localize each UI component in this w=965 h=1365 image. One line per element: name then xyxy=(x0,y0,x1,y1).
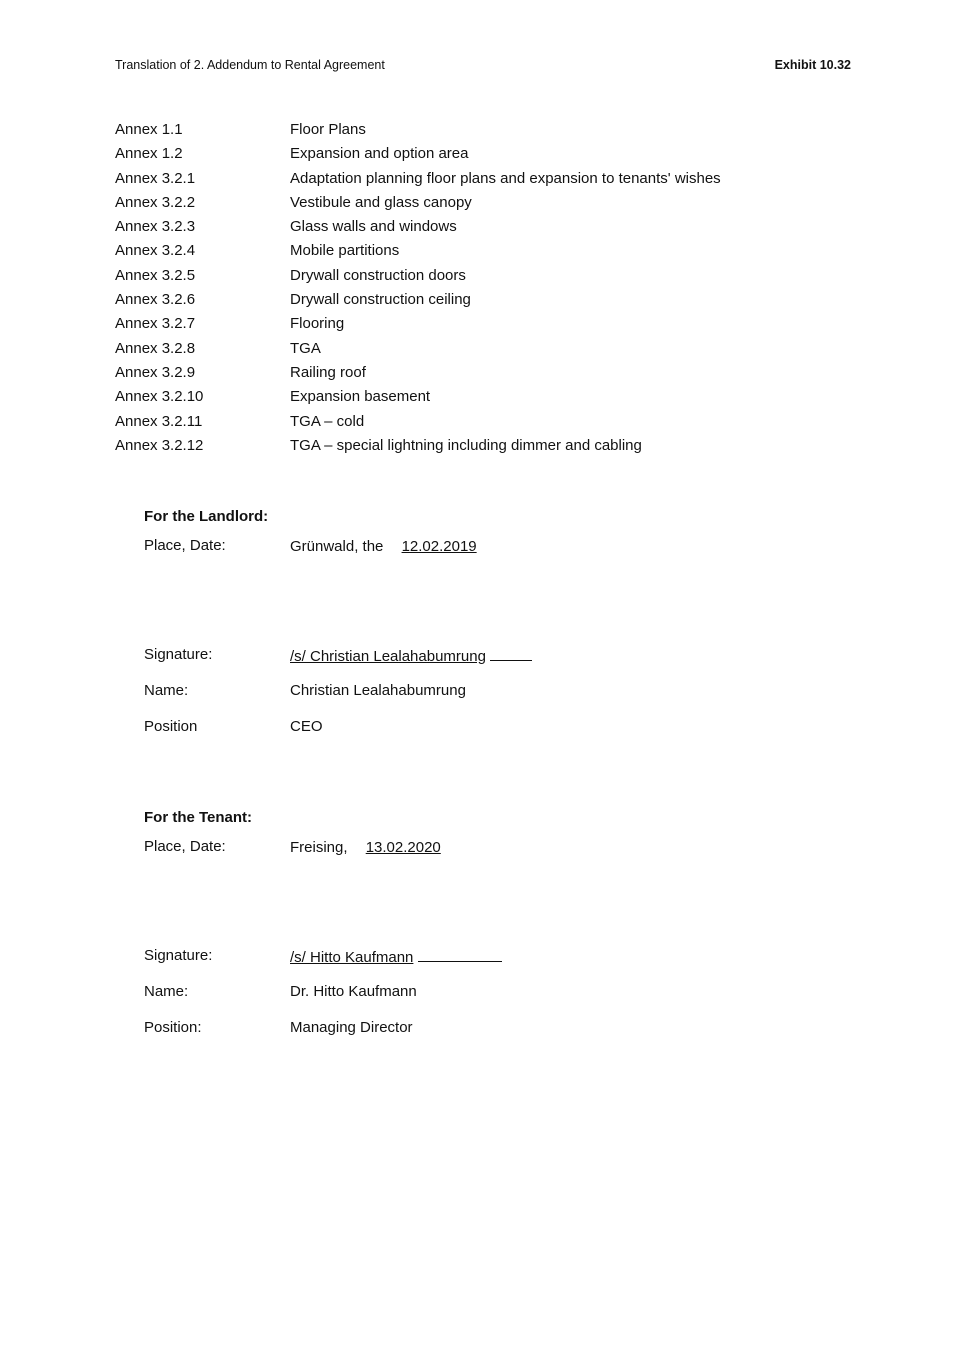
annex-number: Annex 3.2.3 xyxy=(115,218,196,236)
annex-title: Drywall construction ceiling xyxy=(290,291,471,309)
tenant-name: Dr. Hitto Kaufmann xyxy=(290,983,417,1000)
landlord-heading: For the Landlord: xyxy=(144,508,269,525)
tenant-position-label: Position: xyxy=(144,1019,202,1036)
annex-number: Annex 3.2.8 xyxy=(115,339,196,357)
annex-title: Glass walls and windows xyxy=(290,218,457,236)
annex-number: Annex 3.2.10 xyxy=(115,388,204,406)
tenant-heading: For the Tenant: xyxy=(144,809,253,826)
tenant-place-date-label: Place, Date: xyxy=(144,838,226,855)
annex-number: Annex 3.2.9 xyxy=(115,363,196,381)
annex-title: Vestibule and glass canopy xyxy=(290,193,472,211)
annex-number: Annex 3.2.5 xyxy=(115,266,196,284)
landlord-signature: /s/ Christian Lealahabumrung xyxy=(290,648,486,665)
landlord-place-date-label: Place, Date: xyxy=(144,537,226,554)
exhibit-number: Exhibit 10.32 xyxy=(774,58,851,72)
landlord-place-date xyxy=(290,537,545,555)
annex-title: Mobile partitions xyxy=(290,242,400,260)
annex-title: Adaptation planning floor plans and expansion to tenants' wishes xyxy=(290,169,721,187)
annex-number: Annex 3.2.7 xyxy=(115,315,196,333)
landlord-position-label: Position xyxy=(144,718,198,735)
landlord-position: CEO xyxy=(290,718,323,735)
annex-number: Annex 3.2.4 xyxy=(115,242,196,260)
annex-title: Flooring xyxy=(290,315,345,333)
document-header-title: Translation of 2. Addendum to Rental Agreement xyxy=(115,58,385,72)
annex-number: Annex 3.2.11 xyxy=(115,412,203,430)
tenant-place-date xyxy=(290,838,475,856)
annex-title: TGA – special lightning including dimmer and cabling xyxy=(290,436,642,454)
tenant-signature: /s/ Hitto Kaufmann xyxy=(290,949,414,966)
annex-title: Drywall construction doors xyxy=(290,266,466,284)
annex-number: Annex 3.2.6 xyxy=(115,291,196,309)
tenant-position: Managing Director xyxy=(290,1019,413,1036)
tenant-place: Freising, xyxy=(290,839,348,856)
annex-number: Annex 1.1 xyxy=(115,121,183,138)
landlord-name: Christian Lealahabumrung xyxy=(290,682,466,699)
annex-number: Annex 1.2 xyxy=(115,145,183,163)
annex-title: Floor Plans xyxy=(290,121,366,138)
annex-title: Expansion basement xyxy=(290,388,431,406)
landlord-signature-label: Signature: xyxy=(144,646,213,663)
annex-title: Railing roof xyxy=(290,363,366,381)
landlord-name-label: Name: xyxy=(144,682,189,699)
landlord-signature-line xyxy=(290,646,532,665)
tenant-name-label: Name: xyxy=(144,983,189,1000)
tenant-date: 13.02.2020 xyxy=(365,839,441,856)
annex-title: Expansion and option area xyxy=(290,145,469,163)
signature-blank-line xyxy=(490,646,532,661)
annex-number: Annex 3.2.12 xyxy=(115,436,204,454)
tenant-signature-line xyxy=(290,947,502,966)
annex-title: TGA – cold xyxy=(290,412,365,430)
landlord-date: 12.02.2019 xyxy=(401,538,477,555)
landlord-place: Grünwald, the xyxy=(290,538,384,555)
annex-title: TGA xyxy=(290,339,321,357)
signature-blank-line xyxy=(418,947,502,962)
annex-number: Annex 3.2.2 xyxy=(115,193,196,211)
tenant-signature-label: Signature: xyxy=(144,947,213,964)
annex-number: Annex 3.2.1 xyxy=(115,169,196,187)
